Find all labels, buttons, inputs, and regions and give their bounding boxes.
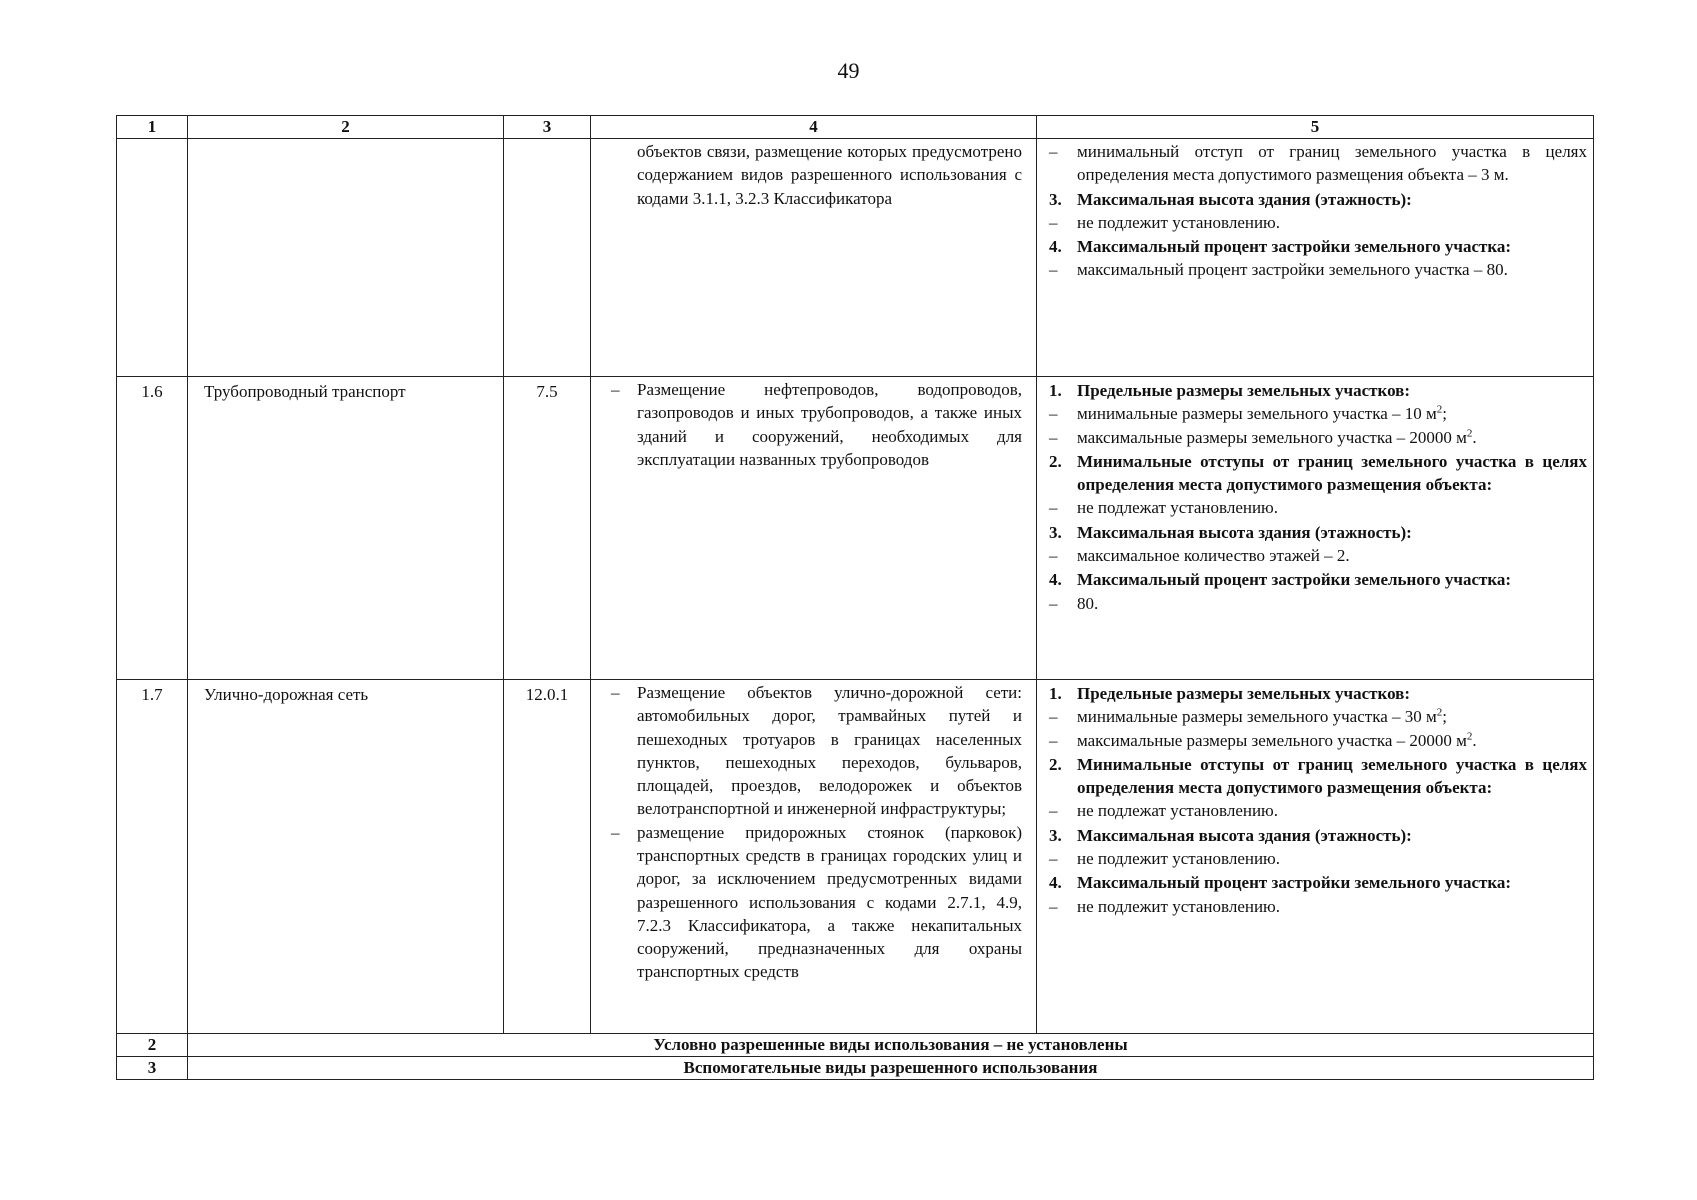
dash-marker: – (1049, 707, 1058, 727)
column-header: 2 (188, 116, 504, 139)
param-item: – максимальные размеры земельного участка – 20000 $м^2$. (1049, 426, 1587, 449)
dash-marker: – (1049, 801, 1058, 821)
row-number: 1.7 (117, 680, 188, 1034)
use-type-name: Трубопроводный транспорт (188, 377, 504, 680)
param-heading: 2. Минимальные отступы от границ земельного участка в целях определения места допустимого размещения объекта: (1049, 754, 1587, 798)
description-item: – Размещение нефтепроводов, водопроводов, газопроводов и иных трубопроводов, а также иных зданий и сооружений, необходимых для эксплуатации названных трубопроводов (597, 378, 1022, 471)
param-heading: 1. Предельные размеры земельных участков: (1049, 684, 1411, 703)
dash-marker: – (1049, 896, 1058, 916)
param-heading: 4. Максимальный процент застройки земельного участка: (1049, 873, 1512, 893)
use-type-description (591, 139, 1037, 377)
column-header: 3 (504, 116, 591, 139)
param-item: – не подлежит установлению. (1049, 211, 1587, 234)
dash-marker: – (611, 822, 620, 842)
param-item: – минимальные размеры земельного участка – 10 $м^2$; (1049, 402, 1587, 425)
column-header: 5 (1037, 116, 1594, 139)
param-heading: 3. Максимальная высота здания (этажность): (1049, 825, 1412, 845)
header-row (117, 116, 1594, 139)
dash-marker: – (611, 380, 620, 399)
param-item: – не подлежат установлению. (1049, 799, 1587, 822)
row-number: 1.6 (117, 377, 188, 680)
zoning-table (116, 115, 1594, 1080)
description-item: – размещение придорожных стоянок (парковок) транспортных средств в границах городских улиц и дорог, за исключением предусмотренных видами разрешенного использования с кодами 2.7.1, 4.9, 7.2.3 Классификатора, а также некапитальных сооружений, предназначенных для охраны транспортных средств (597, 821, 1022, 984)
description-text: объектов связи, размещение которых предусмотрено содержанием видов разрешенного использования с кодами 3.1.1, 3.2.3 Классификатора (637, 142, 1022, 208)
dash-marker: – (1049, 498, 1058, 518)
page-number: 49 (837, 58, 860, 83)
dash-marker: – (1049, 545, 1058, 565)
param-item: – не подлежит установлению. (1049, 895, 1587, 918)
param-item: – максимальный процент застройки земельного участка – 80. (1049, 258, 1587, 281)
section-row (117, 1034, 1594, 1057)
dash-marker: – (611, 683, 620, 702)
dash-marker: – (1049, 142, 1058, 161)
section-number: 2 (117, 1034, 188, 1057)
param-heading: 3. Максимальная высота здания (этажность): (1049, 189, 1412, 209)
dash-marker: – (1049, 427, 1058, 447)
param-heading: 3. Максимальная высота здания (этажность): (1049, 522, 1412, 542)
section-number: 3 (117, 1057, 188, 1080)
use-type-code: 7.5 (504, 377, 591, 680)
param-heading: 1. Предельные размеры земельных участков: (1049, 381, 1411, 400)
use-type-description (591, 680, 1037, 1034)
param-heading: 4. Максимальный процент застройки земельного участка: (1049, 570, 1512, 590)
dash-marker: – (1049, 730, 1058, 750)
param-item: – минимальный отступ от границ земельного участка в целях определения места допустимого размещения объекта – 3 м. (1049, 142, 1587, 185)
section-row (117, 1057, 1594, 1080)
param-item: – 80. (1049, 592, 1587, 615)
param-item: – не подлежат установлению. (1049, 496, 1587, 519)
dash-marker: – (1049, 848, 1058, 868)
use-type-name: Улично-дорожная сеть (188, 680, 504, 1034)
param-item: – максимальное количество этажей – 2. (1049, 544, 1587, 567)
param-heading: 4. Максимальный процент застройки земельного участка: (1049, 237, 1512, 257)
column-header: 1 (117, 116, 188, 139)
parameters-cell (1037, 680, 1594, 1034)
use-type-name (188, 139, 504, 377)
parameters-cell (1037, 139, 1594, 377)
dash-marker: – (1049, 212, 1058, 232)
section-title: Вспомогательные виды разрешенного использования (188, 1057, 1594, 1080)
parameters-cell (1037, 377, 1594, 680)
section-title: Условно разрешенные виды использования – не установлены (188, 1034, 1594, 1057)
row-number (117, 139, 188, 377)
param-item: – не подлежит установлению. (1049, 847, 1587, 870)
description-item: – Размещение объектов улично-дорожной сети: автомобильных дорог, трамвайных путей и пешеходных тротуаров в границах населенных пунктов, пешеходных переходов, бульваров, площадей, проездов, велодорожек и объектов велотранспортной и инженерной инфраструктуры; (597, 681, 1022, 821)
use-type-code: 12.0.1 (504, 680, 591, 1034)
dash-marker: – (1049, 260, 1058, 280)
use-type-description (591, 377, 1037, 680)
param-item: – максимальные размеры земельного участка – 20000 $м^2$. (1049, 729, 1587, 752)
dash-marker: – (1049, 404, 1058, 424)
param-heading: 2. Минимальные отступы от границ земельного участка в целях определения места допустимого размещения объекта: (1049, 451, 1587, 495)
table-row (117, 139, 1594, 377)
column-header: 4 (591, 116, 1037, 139)
table-row (117, 377, 1594, 680)
table-row (117, 680, 1594, 1034)
use-type-code (504, 139, 591, 377)
dash-marker: – (1049, 593, 1058, 613)
param-item: – минимальные размеры земельного участка – 30 $м^2$; (1049, 705, 1587, 728)
